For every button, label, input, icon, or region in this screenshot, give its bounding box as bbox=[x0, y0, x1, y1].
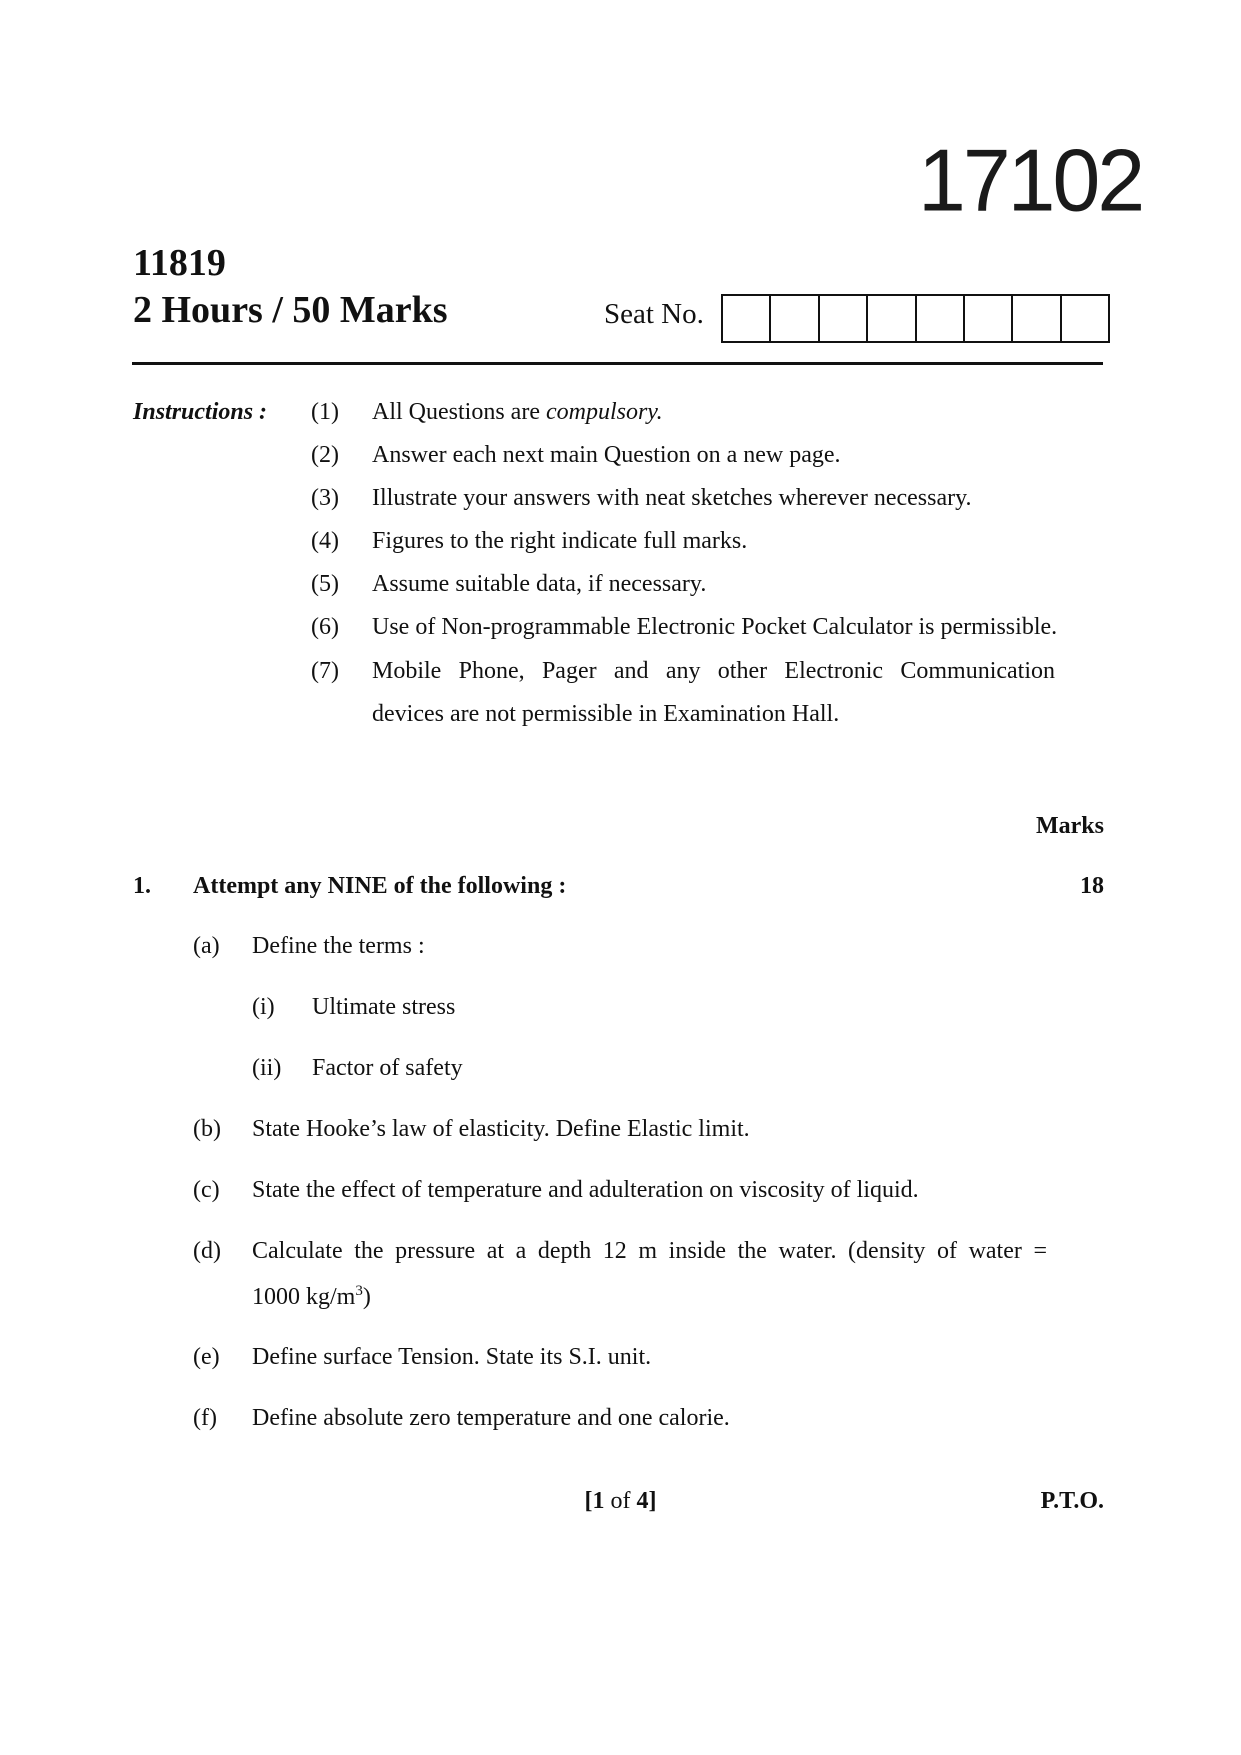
sub-question-label: (e) bbox=[193, 1344, 220, 1370]
instruction-text: Assume suitable data, if necessary. bbox=[372, 571, 707, 597]
sub-question-text: State Hooke’s law of elasticity. Define Elastic limit. bbox=[252, 1116, 750, 1142]
subject-code: 17102 bbox=[918, 132, 1143, 230]
sub-question-label: (f) bbox=[193, 1405, 217, 1431]
instruction-number: (5) bbox=[311, 571, 339, 597]
sub-question-text: Define the terms : bbox=[252, 933, 425, 959]
seat-box[interactable] bbox=[917, 296, 965, 341]
instruction-text-continued: devices are not permissible in Examination Hall. bbox=[372, 701, 840, 727]
sub-item-label: (i) bbox=[252, 994, 275, 1020]
duration-marks: 2 Hours / 50 Marks bbox=[133, 289, 448, 331]
instruction-number: (2) bbox=[311, 442, 339, 468]
instruction-number: (1) bbox=[311, 399, 339, 425]
seat-box[interactable] bbox=[1013, 296, 1061, 341]
sub-question-text: Calculate the pressure at a depth 12 m inside the water. (density of water = bbox=[252, 1238, 1047, 1264]
instruction-number: (7) bbox=[311, 658, 339, 684]
question-title: Attempt any NINE of the following : bbox=[193, 873, 567, 899]
seat-box[interactable] bbox=[723, 296, 771, 341]
please-turn-over: P.T.O. bbox=[1040, 1488, 1104, 1514]
instruction-text: Illustrate your answers with neat sketches wherever necessary. bbox=[372, 485, 972, 511]
sub-item-label: (ii) bbox=[252, 1055, 282, 1081]
instruction-text: Answer each next main Question on a new page. bbox=[372, 442, 841, 468]
instruction-number: (4) bbox=[311, 528, 339, 554]
paper-code: 11819 bbox=[133, 242, 226, 284]
sub-question-text: State the effect of temperature and adulteration on viscosity of liquid. bbox=[252, 1177, 919, 1203]
seat-box[interactable] bbox=[868, 296, 916, 341]
seat-number-label: Seat No. bbox=[604, 298, 704, 330]
seat-box[interactable] bbox=[820, 296, 868, 341]
marks-column-heading: Marks bbox=[1036, 813, 1104, 839]
instruction-text: Figures to the right indicate full marks. bbox=[372, 528, 748, 554]
question-marks: 18 bbox=[1080, 873, 1104, 899]
question-number: 1. bbox=[133, 873, 151, 899]
instruction-text: Mobile Phone, Pager and any other Electronic Communication bbox=[372, 658, 1055, 684]
seat-box[interactable] bbox=[771, 296, 819, 341]
sub-question-label: (d) bbox=[193, 1238, 221, 1264]
sub-question-label: (a) bbox=[193, 933, 220, 959]
instructions-heading: Instructions : bbox=[133, 399, 268, 425]
seat-box[interactable] bbox=[965, 296, 1013, 341]
sub-question-text: Define surface Tension. State its S.I. unit. bbox=[252, 1344, 652, 1370]
sub-question-text: Define absolute zero temperature and one calorie. bbox=[252, 1405, 730, 1431]
sub-question-text-continued: 1000 $kg/m^3$) bbox=[252, 1283, 371, 1310]
page-indicator: [1 of 4] bbox=[584, 1488, 657, 1514]
instruction-text: All Questions are compulsory. bbox=[372, 399, 663, 425]
header-divider bbox=[132, 362, 1103, 365]
seat-box[interactable] bbox=[1062, 296, 1108, 341]
instruction-number: (3) bbox=[311, 485, 339, 511]
seat-number-boxes[interactable] bbox=[721, 294, 1110, 343]
sub-item-text: Ultimate stress bbox=[312, 994, 456, 1020]
sub-question-label: (b) bbox=[193, 1116, 221, 1142]
sub-question-label: (c) bbox=[193, 1177, 220, 1203]
instruction-text: Use of Non-programmable Electronic Pocket Calculator is permissible. bbox=[372, 614, 1058, 640]
sub-item-text: Factor of safety bbox=[312, 1055, 463, 1081]
instruction-number: (6) bbox=[311, 614, 339, 640]
